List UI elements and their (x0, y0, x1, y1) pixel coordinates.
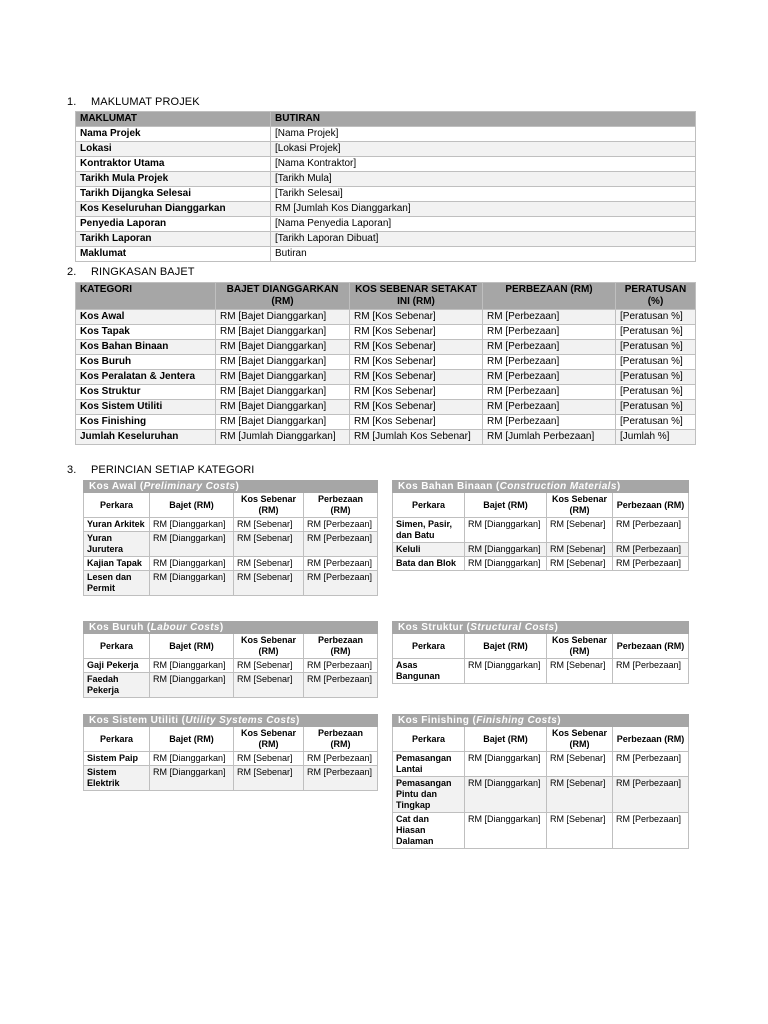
row-label: Kos Keseluruhan Dianggarkan (76, 202, 271, 217)
detail-table-title (393, 715, 689, 727)
section-title: PERINCIAN SETIAP KATEGORI (91, 464, 255, 476)
detail-table-finishing (392, 714, 689, 849)
item-label: Pemasangan Lantai (393, 752, 465, 777)
item-label: Asas Bangunan (393, 659, 465, 684)
col-header: Perkara (84, 727, 150, 752)
category-label: Kos Sistem Utiliti (76, 400, 216, 415)
cell-budget: RM [Dianggarkan] (465, 543, 547, 557)
cell-budget: RM [Dianggarkan] (465, 557, 547, 571)
row-label: Lokasi (76, 142, 271, 157)
cell-diff: RM [Perbezaan] (304, 752, 378, 766)
cell-diff: RM [Perbezaan] (304, 766, 378, 791)
cell-diff: RM [Perbezaan] (613, 518, 689, 543)
item-label: Yuran Jurutera (84, 532, 150, 557)
paren: ( (143, 622, 151, 633)
item-label: Pemasangan Pintu dan Tingkap (393, 777, 465, 813)
table-row (76, 385, 696, 400)
row-label: Penyedia Laporan (76, 217, 271, 232)
item-label: Keluli (393, 543, 465, 557)
cell-actual: RM [Sebenar] (234, 532, 304, 557)
cell-value: RM [Jumlah Kos Sebenar] (350, 430, 483, 445)
detail-table-preliminary (83, 480, 378, 596)
cell-actual: RM [Sebenar] (547, 659, 613, 684)
table-row (84, 532, 378, 557)
table-row (76, 325, 696, 340)
project-info-table (75, 111, 696, 262)
section-title: RINGKASAN BAJET (91, 266, 195, 278)
row-label: Kontraktor Utama (76, 157, 271, 172)
col-header: Kos Sebenar (RM) (234, 634, 304, 659)
cell-actual: RM [Sebenar] (547, 752, 613, 777)
cell-actual: RM [Sebenar] (547, 543, 613, 557)
paren: ( (178, 715, 186, 726)
item-label: Lesen dan Permit (84, 571, 150, 596)
table-row (76, 415, 696, 430)
budget-summary-table (75, 282, 696, 445)
cell-actual: RM [Sebenar] (234, 571, 304, 596)
row-value: [Nama Projek] (271, 127, 696, 142)
cell-value: RM [Kos Sebenar] (350, 370, 483, 385)
paren: ) (235, 481, 240, 492)
cell-actual: RM [Sebenar] (234, 518, 304, 532)
col-header: MAKLUMAT (76, 112, 271, 127)
cell-value: RM [Perbezaan] (483, 310, 616, 325)
paren: ) (296, 715, 300, 726)
cell-value: RM [Bajet Dianggarkan] (216, 385, 350, 400)
cell-value: RM [Jumlah Dianggarkan] (216, 430, 350, 445)
cell-diff: RM [Perbezaan] (613, 543, 689, 557)
cell-budget: RM [Dianggarkan] (465, 659, 547, 684)
col-header: Bajet (RM) (465, 634, 547, 659)
detail-table-structural (392, 621, 689, 684)
table-row (84, 518, 378, 532)
cell-value: RM [Kos Sebenar] (350, 385, 483, 400)
cell-diff: RM [Perbezaan] (304, 532, 378, 557)
category-name: Kos Sistem Utiliti (89, 715, 179, 726)
cell-value: [Peratusan %] (616, 370, 696, 385)
cell-value: RM [Kos Sebenar] (350, 340, 483, 355)
category-name: Kos Bahan Binaan (398, 481, 493, 492)
detail-table-materials (392, 480, 689, 571)
col-header: Bajet (RM) (465, 727, 547, 752)
col-header: Kos Sebenar (RM) (234, 727, 304, 752)
col-header: Perbezaan (RM) (304, 634, 378, 659)
row-value: RM [Jumlah Kos Dianggarkan] (271, 202, 696, 217)
cell-value: RM [Bajet Dianggarkan] (216, 325, 350, 340)
item-label: Cat dan Hiasan Dalaman (393, 813, 465, 849)
category-name: Kos Finishing (398, 715, 470, 726)
row-label: Tarikh Laporan (76, 232, 271, 247)
table-row (393, 557, 689, 571)
table-row (76, 187, 696, 202)
cell-diff: RM [Perbezaan] (304, 557, 378, 571)
cell-diff: RM [Perbezaan] (613, 777, 689, 813)
col-header: Perkara (84, 493, 150, 518)
col-header: Kos Sebenar (RM) (547, 727, 613, 752)
table-row (76, 340, 696, 355)
table-row (76, 430, 696, 445)
item-label: Faedah Pekerja (84, 673, 150, 698)
cell-budget: RM [Dianggarkan] (465, 518, 547, 543)
row-value: [Tarikh Mula] (271, 172, 696, 187)
section-number: 2. (67, 266, 77, 278)
row-value: [Nama Kontraktor] (271, 157, 696, 172)
section-heading-1 (67, 96, 200, 108)
cell-value: RM [Bajet Dianggarkan] (216, 370, 350, 385)
cell-actual: RM [Sebenar] (234, 752, 304, 766)
cell-value: [Peratusan %] (616, 385, 696, 400)
col-header: Perbezaan (RM) (613, 493, 689, 518)
cell-diff: RM [Perbezaan] (613, 659, 689, 684)
item-label: Kajian Tapak (84, 557, 150, 571)
table-row (393, 543, 689, 557)
category-english: Construction Materials (499, 481, 617, 492)
row-value: [Nama Penyedia Laporan] (271, 217, 696, 232)
item-label: Sistem Elektrik (84, 766, 150, 791)
row-value: [Lokasi Projek] (271, 142, 696, 157)
cell-budget: RM [Dianggarkan] (150, 752, 234, 766)
col-header: Perkara (393, 634, 465, 659)
cell-actual: RM [Sebenar] (234, 557, 304, 571)
paren: ) (557, 715, 561, 726)
table-row (84, 659, 378, 673)
row-value: [Tarikh Selesai] (271, 187, 696, 202)
cell-value: RM [Bajet Dianggarkan] (216, 340, 350, 355)
detail-table-labour (83, 621, 378, 698)
cell-budget: RM [Dianggarkan] (150, 571, 234, 596)
detail-table-title (84, 622, 378, 634)
cell-value: RM [Bajet Dianggarkan] (216, 415, 350, 430)
col-header: Perbezaan (RM) (304, 493, 378, 518)
cell-budget: RM [Dianggarkan] (150, 766, 234, 791)
paren: ( (463, 622, 471, 633)
col-header: Perkara (84, 634, 150, 659)
col-header: Bajet (RM) (150, 493, 234, 518)
cell-budget: RM [Dianggarkan] (150, 518, 234, 532)
detail-table-title (84, 715, 378, 727)
item-label: Bata dan Blok (393, 557, 465, 571)
cell-value: RM [Perbezaan] (483, 400, 616, 415)
col-header: KATEGORI (76, 283, 216, 310)
cell-budget: RM [Dianggarkan] (150, 659, 234, 673)
paren: ) (554, 622, 559, 633)
paren: ) (219, 622, 224, 633)
col-header: Perbezaan (RM) (613, 634, 689, 659)
col-header: Perkara (393, 727, 465, 752)
cell-budget: RM [Dianggarkan] (465, 752, 547, 777)
table-row (393, 659, 689, 684)
table-row (393, 777, 689, 813)
category-label: Kos Finishing (76, 415, 216, 430)
col-header: PERATUSAN (%) (616, 283, 696, 310)
col-header: Perkara (393, 493, 465, 518)
col-header: Kos Sebenar (RM) (234, 493, 304, 518)
cell-value: [Peratusan %] (616, 415, 696, 430)
cell-value: [Peratusan %] (616, 355, 696, 370)
detail-header-row (393, 727, 689, 752)
row-value: Butiran (271, 247, 696, 262)
table-row (76, 157, 696, 172)
item-label: Simen, Pasir, dan Batu (393, 518, 465, 543)
cell-value: RM [Bajet Dianggarkan] (216, 400, 350, 415)
table-row (84, 752, 378, 766)
table-row (84, 673, 378, 698)
cell-budget: RM [Dianggarkan] (465, 813, 547, 849)
detail-header-row (84, 493, 378, 518)
section-number: 3. (67, 464, 77, 476)
paren: ) (616, 481, 621, 492)
category-english: Utility Systems Costs (185, 715, 297, 726)
row-label: Maklumat (76, 247, 271, 262)
cell-value: RM [Kos Sebenar] (350, 415, 483, 430)
table-row (76, 202, 696, 217)
cell-value: RM [Kos Sebenar] (350, 355, 483, 370)
detail-header-row (393, 493, 689, 518)
detail-table-title (393, 622, 689, 634)
cell-value: [Peratusan %] (616, 340, 696, 355)
cell-value: RM [Bajet Dianggarkan] (216, 355, 350, 370)
section-number: 1. (67, 96, 77, 108)
cell-actual: RM [Sebenar] (234, 659, 304, 673)
detail-header-row (393, 634, 689, 659)
category-label: Kos Awal (76, 310, 216, 325)
col-header: PERBEZAAN (RM) (483, 283, 616, 310)
cell-budget: RM [Dianggarkan] (150, 532, 234, 557)
category-english: Finishing Costs (476, 715, 558, 726)
cell-value: RM [Perbezaan] (483, 385, 616, 400)
col-header: Perbezaan (RM) (304, 727, 378, 752)
table-row (76, 370, 696, 385)
item-label: Yuran Arkitek (84, 518, 150, 532)
category-label: Jumlah Keseluruhan (76, 430, 216, 445)
table-row (76, 247, 696, 262)
section-heading-3 (67, 464, 254, 476)
cell-value: RM [Perbezaan] (483, 370, 616, 385)
col-header: Kos Sebenar (RM) (547, 634, 613, 659)
cell-diff: RM [Perbezaan] (613, 813, 689, 849)
cell-value: RM [Perbezaan] (483, 340, 616, 355)
category-english: Preliminary Costs (143, 481, 236, 492)
cell-diff: RM [Perbezaan] (613, 557, 689, 571)
cell-budget: RM [Dianggarkan] (150, 557, 234, 571)
col-header: Bajet (RM) (150, 727, 234, 752)
row-label: Tarikh Mula Projek (76, 172, 271, 187)
category-label: Kos Buruh (76, 355, 216, 370)
cell-value: RM [Kos Sebenar] (350, 310, 483, 325)
cell-diff: RM [Perbezaan] (613, 752, 689, 777)
category-english: Structural Costs (470, 622, 555, 633)
cell-value: RM [Jumlah Perbezaan] (483, 430, 616, 445)
row-value: [Tarikh Laporan Dibuat] (271, 232, 696, 247)
table-row (84, 571, 378, 596)
cell-value: RM [Kos Sebenar] (350, 400, 483, 415)
table-row (76, 217, 696, 232)
table-row (76, 355, 696, 370)
col-header: Kos Sebenar (RM) (547, 493, 613, 518)
cell-actual: RM [Sebenar] (234, 673, 304, 698)
section-heading-2 (67, 266, 195, 278)
paren: ( (469, 715, 477, 726)
cell-actual: RM [Sebenar] (547, 557, 613, 571)
category-english: Labour Costs (150, 622, 220, 633)
table-row (76, 310, 696, 325)
cell-value: [Peratusan %] (616, 400, 696, 415)
table-row (393, 813, 689, 849)
detail-table-utility (83, 714, 378, 791)
detail-table-title (393, 481, 689, 493)
row-label: Tarikh Dijangka Selesai (76, 187, 271, 202)
item-label: Sistem Paip (84, 752, 150, 766)
cell-value: RM [Perbezaan] (483, 415, 616, 430)
table-row (84, 557, 378, 571)
cell-value: RM [Perbezaan] (483, 325, 616, 340)
category-label: Kos Peralatan & Jentera (76, 370, 216, 385)
cell-value: [Peratusan %] (616, 325, 696, 340)
table-row (76, 400, 696, 415)
detail-header-row (84, 727, 378, 752)
paren: ( (492, 481, 500, 492)
cell-budget: RM [Dianggarkan] (465, 777, 547, 813)
table-row (393, 752, 689, 777)
col-header: KOS SEBENAR SETAKAT INI (RM) (350, 283, 483, 310)
category-label: Kos Tapak (76, 325, 216, 340)
detail-header-row (84, 634, 378, 659)
col-header: BAJET DIANGGARKAN (RM) (216, 283, 350, 310)
category-name: Kos Awal (89, 481, 137, 492)
cell-value: [Peratusan %] (616, 310, 696, 325)
cell-diff: RM [Perbezaan] (304, 673, 378, 698)
table-row (84, 766, 378, 791)
cell-budget: RM [Dianggarkan] (150, 673, 234, 698)
row-label: Nama Projek (76, 127, 271, 142)
category-name: Kos Struktur (398, 622, 464, 633)
cell-diff: RM [Perbezaan] (304, 659, 378, 673)
cell-diff: RM [Perbezaan] (304, 518, 378, 532)
cell-value: RM [Perbezaan] (483, 355, 616, 370)
cell-actual: RM [Sebenar] (234, 766, 304, 791)
col-header: Perbezaan (RM) (613, 727, 689, 752)
col-header: Bajet (RM) (465, 493, 547, 518)
col-header: BUTIRAN (271, 112, 696, 127)
cell-value: [Jumlah %] (616, 430, 696, 445)
cell-diff: RM [Perbezaan] (304, 571, 378, 596)
table-row (393, 518, 689, 543)
paren: ( (136, 481, 144, 492)
table-row (76, 172, 696, 187)
col-header: Bajet (RM) (150, 634, 234, 659)
section-title: MAKLUMAT PROJEK (91, 96, 200, 108)
table-row (76, 127, 696, 142)
cell-value: RM [Kos Sebenar] (350, 325, 483, 340)
category-name: Kos Buruh (89, 622, 144, 633)
table-row (76, 142, 696, 157)
category-label: Kos Struktur (76, 385, 216, 400)
cell-actual: RM [Sebenar] (547, 518, 613, 543)
cell-actual: RM [Sebenar] (547, 813, 613, 849)
cell-value: RM [Bajet Dianggarkan] (216, 310, 350, 325)
item-label: Gaji Pekerja (84, 659, 150, 673)
detail-table-title (84, 481, 378, 493)
table-row (76, 232, 696, 247)
category-label: Kos Bahan Binaan (76, 340, 216, 355)
cell-actual: RM [Sebenar] (547, 777, 613, 813)
